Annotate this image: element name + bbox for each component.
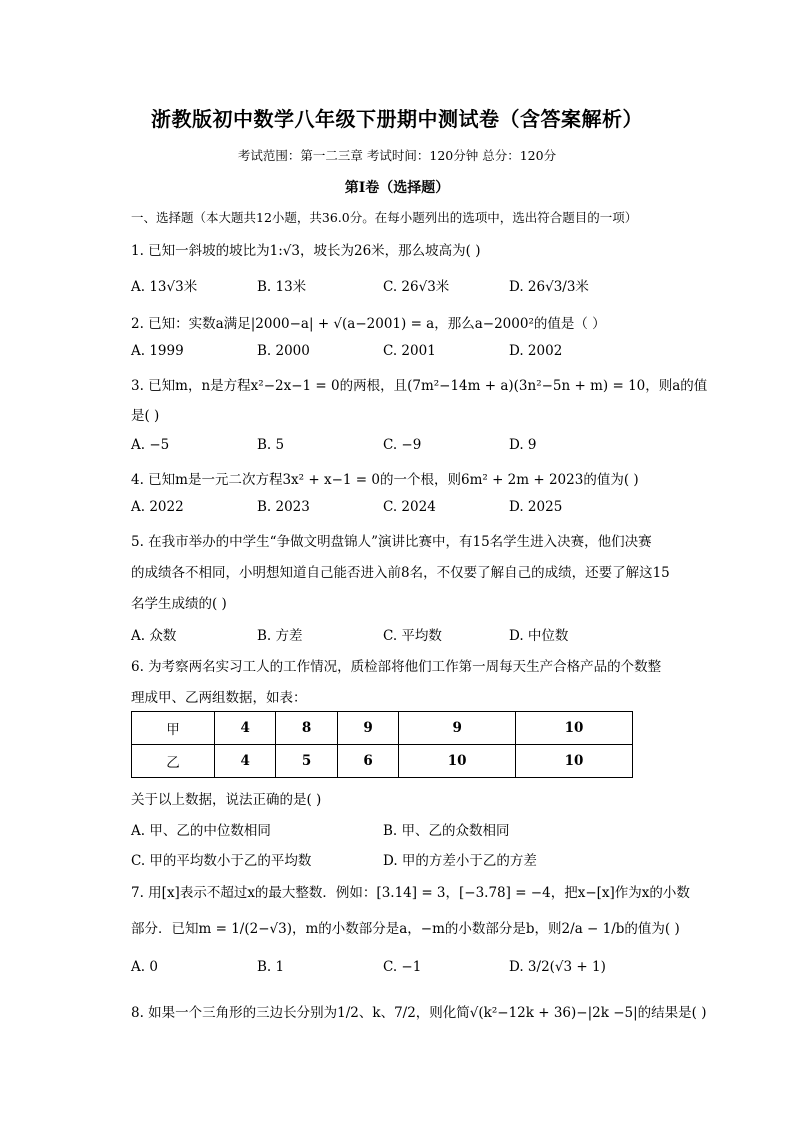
question-1-stem: 1. 已知一斜坡的坡比为1:√3，坡长为26米，那么坡高为( ) xyxy=(131,243,481,259)
q1-option-d: D. 26√3/3米 xyxy=(509,279,589,295)
table-cell: 5 xyxy=(276,745,337,778)
exam-scope: 考试范围：第一二三章 考试时间：120分钟 总分：120分 xyxy=(237,148,557,163)
q2-option-a: A. 1999 xyxy=(131,343,184,359)
question-6-after: 关于以上数据，说法正确的是( ) xyxy=(131,792,322,808)
table-cell: 乙 xyxy=(132,745,215,778)
q3-option-c: C. −9 xyxy=(383,437,422,453)
q1-option-b: B. 13米 xyxy=(257,279,307,295)
q3-option-b: B. 5 xyxy=(257,437,285,453)
q4-option-c: C. 2024 xyxy=(383,499,436,515)
section-instruction: 一、选择题（本大题共12小题，共36.0分。在每小题列出的选项中，选出符合题目的一项） xyxy=(131,210,638,225)
q7-option-a: A. 0 xyxy=(131,959,158,975)
q2-option-c: C. 2001 xyxy=(383,343,436,359)
q7-option-d: D. 3/2(√3 + 1) xyxy=(509,959,606,975)
question-4-stem: 4. 已知m是一元二次方程3x² + x−1 = 0的一个根，则6m² + 2m + 2023的值为( ) xyxy=(131,472,639,488)
q1-option-a: A. 13√3米 xyxy=(131,279,198,295)
q5-option-b: B. 方差 xyxy=(257,628,303,644)
q1-option-c: C. 26√3米 xyxy=(383,279,450,295)
table-cell: 9 xyxy=(337,712,398,745)
q3-option-d: D. 9 xyxy=(509,437,537,453)
question-6-stem-line2: 理成甲、乙两组数据，如表： xyxy=(131,690,307,706)
q4-option-b: B. 2023 xyxy=(257,499,310,515)
q7-option-b: B. 1 xyxy=(257,959,285,975)
question-5-stem-line3: 名学生成绩的( ) xyxy=(131,596,227,612)
q6-option-d: D. 甲的方差小于乙的方差 xyxy=(383,853,537,869)
q7-option-c: C. −1 xyxy=(383,959,422,975)
question-3-stem-line1: 3. 已知m，n是方程x²−2x−1 = 0的两根，且(7m²−14m + a)(3n²−5n + m) = 10，则a的值 xyxy=(131,378,708,394)
q5-option-d: D. 中位数 xyxy=(509,628,569,644)
q6-option-b: B. 甲、乙的众数相同 xyxy=(383,823,510,839)
table-cell: 10 xyxy=(516,745,633,778)
q2-option-d: D. 2002 xyxy=(509,343,563,359)
q4-option-a: A. 2022 xyxy=(131,499,184,515)
question-7-stem-line1: 7. 用[x]表示不超过x的最大整数．例如：[3.14] = 3，[−3.78] = −4，把x−[x]作为x的小数 xyxy=(131,885,690,901)
q6-option-a: A. 甲、乙的中位数相同 xyxy=(131,823,271,839)
data-table xyxy=(131,711,633,778)
question-5-stem-line1: 5. 在我市举办的中学生“争做文明盘锦人”演讲比赛中，有15名学生进入决赛，他们决赛 xyxy=(131,534,652,550)
q4-option-d: D. 2025 xyxy=(509,499,563,515)
table-cell: 9 xyxy=(399,712,516,745)
table-cell: 10 xyxy=(399,745,516,778)
question-3-stem-line2: 是( ) xyxy=(131,408,160,424)
question-7-stem-line2: 部分．已知m = 1/(2−√3)，m的小数部分是a，−m的小数部分是b，则2/a − 1/b的值为( ) xyxy=(131,921,680,937)
table-cell: 4 xyxy=(215,712,276,745)
q5-option-a: A. 众数 xyxy=(131,628,177,644)
page-title: 浙教版初中数学八年级下册期中测试卷（含答案解析） xyxy=(151,107,643,131)
q2-option-b: B. 2000 xyxy=(257,343,310,359)
section-title: 第Ⅰ卷（选择题） xyxy=(344,180,450,196)
table-row-jia xyxy=(132,712,633,745)
q6-option-c: C. 甲的平均数小于乙的平均数 xyxy=(131,853,312,869)
question-8-stem: 8. 如果一个三角形的三边长分别为1/2、k、7/2，则化简√(k²−12k + 36)−|2k −5|的结果是( ) xyxy=(131,1005,707,1021)
table-cell: 8 xyxy=(276,712,337,745)
table-cell: 4 xyxy=(215,745,276,778)
question-6-stem-line1: 6. 为考察两名实习工人的工作情况，质检部将他们工作第一周每天生产合格产品的个数整 xyxy=(131,659,662,675)
table-row-yi xyxy=(132,745,633,778)
question-5-stem-line2: 的成绩各不相同，小明想知道自己能否进入前8名，不仅要了解自己的成绩，还要了解这15 xyxy=(131,565,670,581)
question-2-stem: 2. 已知：实数a满足|2000−a| + √(a−2001) = a，那么a−2000²的值是（ ） xyxy=(131,316,606,332)
q3-option-a: A. −5 xyxy=(131,437,170,453)
q5-option-c: C. 平均数 xyxy=(383,628,442,644)
table-cell: 10 xyxy=(516,712,633,745)
table-cell: 6 xyxy=(337,745,398,778)
table-cell: 甲 xyxy=(132,712,215,745)
